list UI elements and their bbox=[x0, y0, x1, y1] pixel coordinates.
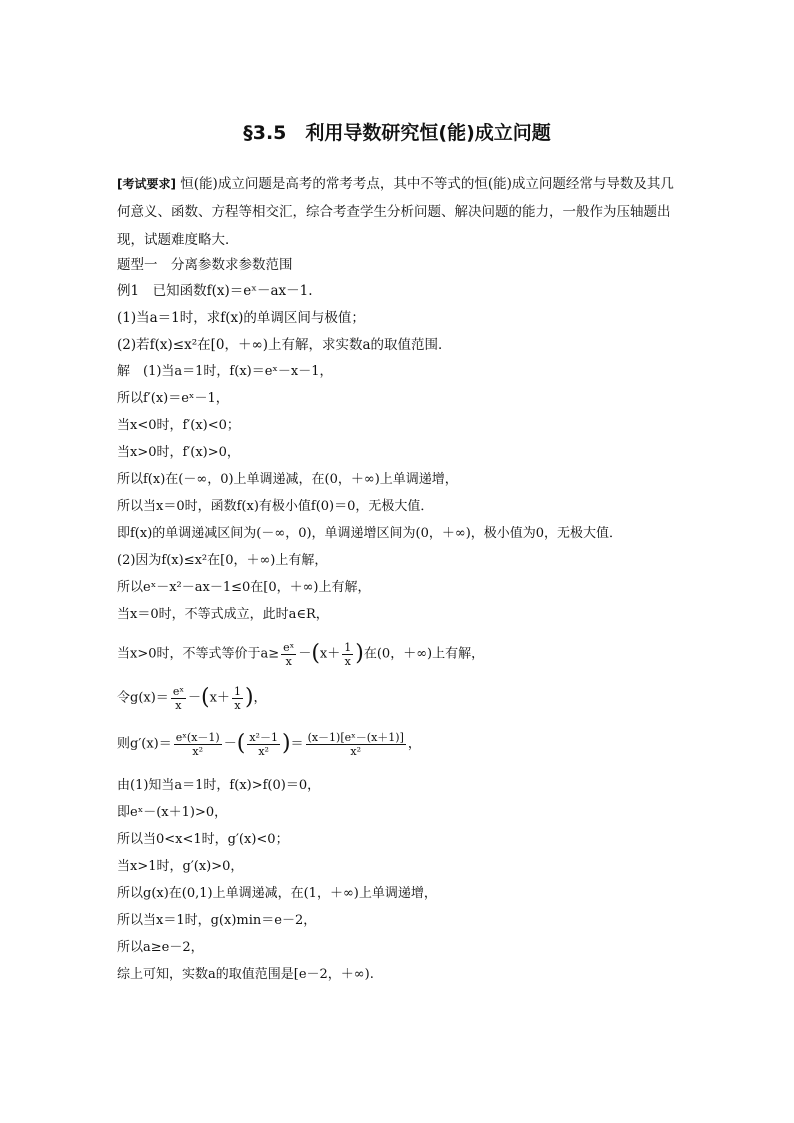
g-definition-line: 令g(x)＝ $\frac{\text{eˣ}}{x}$ －(x＋ $\frac{1}{x}$ )， bbox=[117, 684, 267, 712]
solution-line: 当x<0时，f′(x)<0； bbox=[117, 418, 240, 433]
page-title: §3.5 利用导数研究恒(能)成立问题 bbox=[243, 122, 551, 144]
g-derivative-line: 则g′(x)＝ $\frac{\text{eˣ(x－1)}}{\text{x²}}$ －( $\frac{\text{x²－1}}{\text{x²}}$ )＝ $\frac{\text{(x－1)[eˣ－(x＋1)]}}{\text{x²}}$ ， bbox=[117, 730, 421, 758]
question-2: (2)若f(x)≤x²在[0，＋∞)上有解，求实数a的取值范围． bbox=[117, 337, 452, 353]
fraction: $\frac{\text{x²－1}}{\text{x²}}$ bbox=[249, 730, 278, 758]
solution-line: 即f(x)的单调递减区间为(－∞，0)，单调递增区间为(0，＋∞)，极小值为0，无极大值． bbox=[117, 526, 623, 541]
requirement-text: 恒(能)成立问题是高考的常考考点，其中不等式的恒(能)成立问题经常与导数及其几何意义、函数、方程等相交汇，综合考查学生分析问题、解决问题的能力，一般作为压轴题出现，试题难度略大． bbox=[117, 176, 674, 248]
solution-line: 所以eˣ－x²－ax－1≤0在[0，＋∞)上有解， bbox=[117, 580, 371, 595]
fraction: $\frac{\text{(x－1)[eˣ－(x＋1)]}}{\text{x²}}$ bbox=[307, 730, 404, 758]
question-1: (1)当a＝1时，求f(x)的单调区间与极值； bbox=[117, 310, 365, 326]
fraction: $\frac{\text{eˣ}}{x}$ bbox=[283, 640, 295, 668]
fraction: $\frac{\text{eˣ(x－1)}}{\text{x²}}$ bbox=[175, 730, 220, 758]
solution-line: 所以当0<x<1时，g′(x)<0； bbox=[117, 832, 289, 847]
fraction: $\frac{\text{eˣ}}{x}$ bbox=[172, 684, 184, 712]
fraction: $\frac{1}{x}$ bbox=[344, 640, 352, 668]
right-paren: ) bbox=[355, 641, 364, 666]
solution-line: 综上可知，实数a的取值范围是[e－2，＋∞). bbox=[117, 967, 374, 982]
left-paren: ( bbox=[311, 641, 320, 666]
solution-line: 所以f(x)在(－∞，0)上单调递减，在(0，＋∞)上单调递增， bbox=[117, 472, 458, 487]
solution-line: 当x>1时，g′(x)>0， bbox=[117, 859, 244, 874]
solution-line: 解 (1)当a＝1时，f(x)＝eˣ－x－1， bbox=[117, 364, 333, 379]
solution-line: 所以f′(x)＝eˣ－1， bbox=[117, 391, 229, 406]
fraction: $\frac{1}{x}$ bbox=[233, 684, 241, 712]
left-paren: ( bbox=[201, 685, 210, 710]
solution-line: 所以g(x)在(0,1)上单调递减，在(1，＋∞)上单调递增， bbox=[117, 886, 437, 901]
solution-line: 即eˣ－(x＋1)>0， bbox=[117, 805, 228, 820]
example-statement: 例1 已知函数f(x)＝eˣ－ax－1. bbox=[117, 283, 313, 299]
requirement-tag: [考试要求] bbox=[117, 177, 176, 191]
solution-line: 所以当x＝1时，g(x)min＝e－2， bbox=[117, 913, 317, 928]
solution-line: 由(1)知当a＝1时，f(x)>f(0)＝0， bbox=[117, 778, 321, 793]
solution-line: 当x＝0时，不等式成立，此时a∈R， bbox=[117, 607, 329, 622]
section-heading: 题型一 分离参数求参数范围 bbox=[117, 257, 293, 273]
right-paren: ) bbox=[244, 685, 254, 710]
solution-line: 所以a≥e－2， bbox=[117, 940, 204, 955]
solution-line: (2)因为f(x)≤x²在[0，＋∞)上有解， bbox=[117, 553, 328, 568]
solution-line: 所以当x＝0时，函数f(x)有极小值f(0)＝0，无极大值． bbox=[117, 499, 434, 514]
exam-requirement bbox=[117, 170, 679, 254]
left-paren: ( bbox=[236, 731, 246, 756]
inequality-line: 当x>0时，不等式等价于a≥ $\frac{\text{eˣ}}{x}$ －(x＋ $\frac{1}{x}$ )在(0，＋∞)上有解， bbox=[117, 640, 485, 668]
solution-line: 当x>0时，f′(x)>0， bbox=[117, 445, 240, 460]
ineq-prefix: 当x>0时，不等式等价于a≥ bbox=[117, 646, 280, 662]
right-paren: ) bbox=[281, 731, 291, 756]
